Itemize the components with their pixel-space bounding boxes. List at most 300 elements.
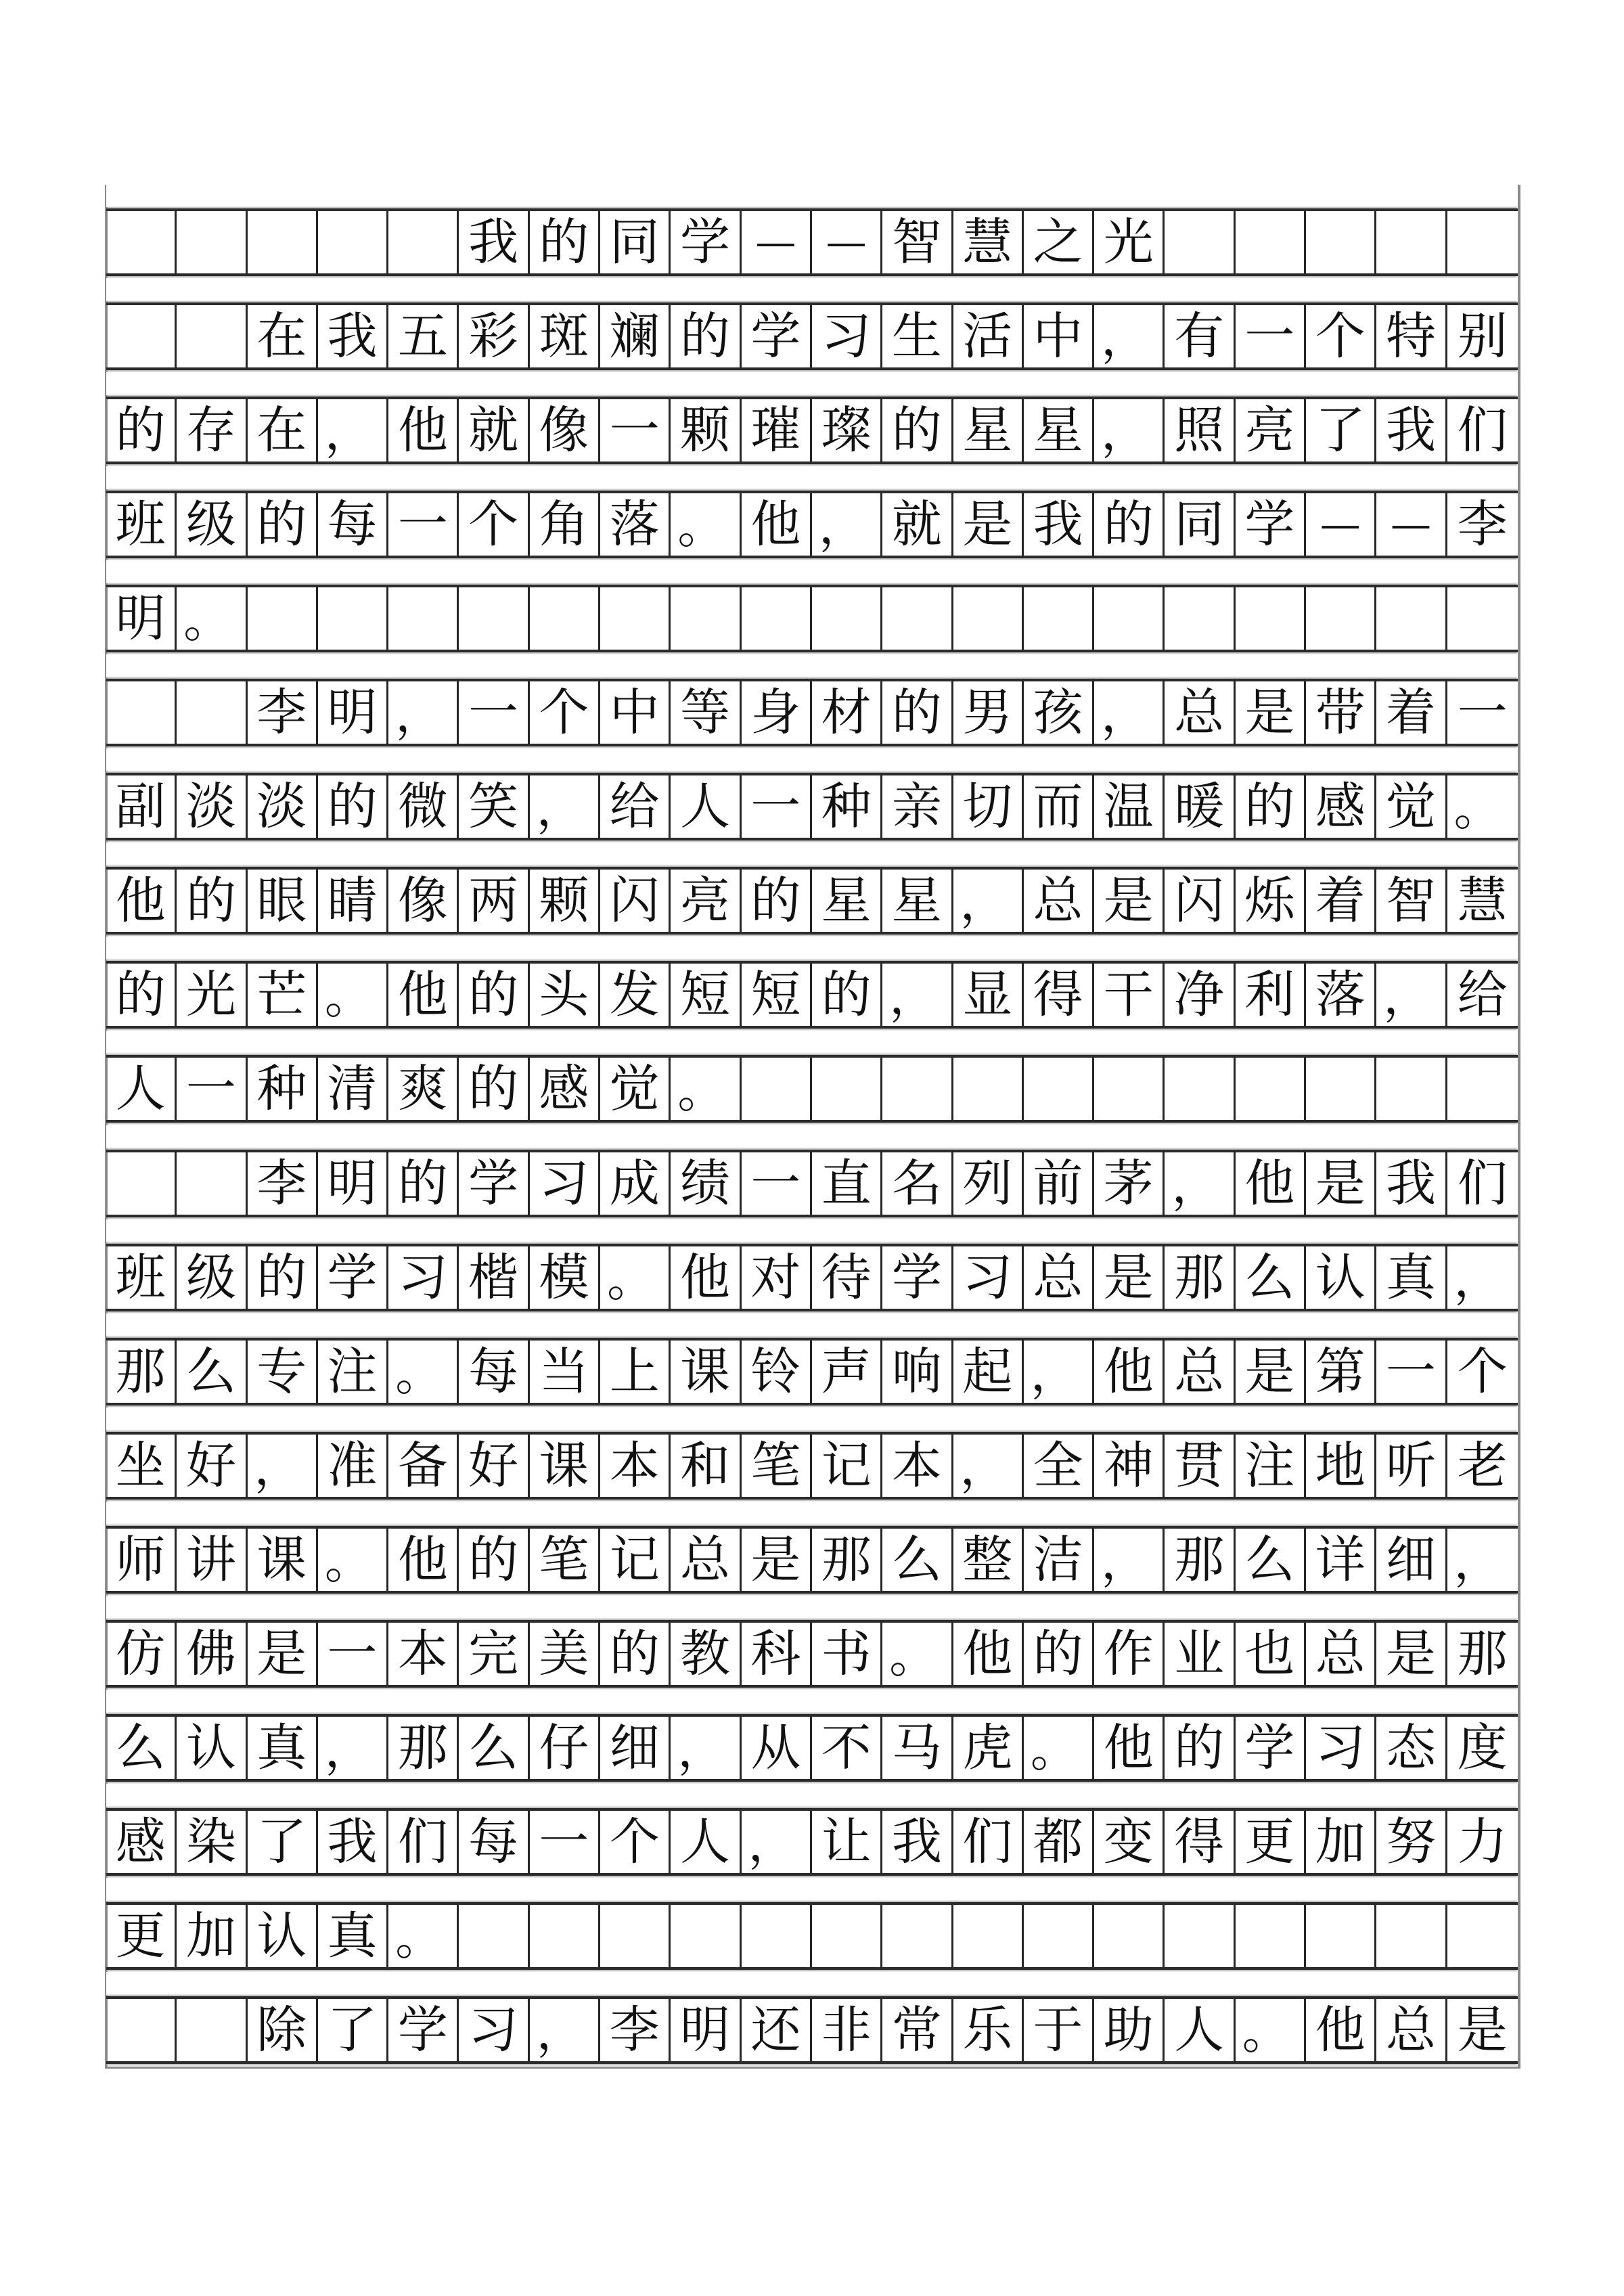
grid-cell-empty	[812, 587, 882, 650]
grid-cell-char: 在	[248, 305, 318, 367]
grid-cell-char: 么	[882, 1529, 953, 1591]
grid-cell-char: —	[1306, 493, 1376, 556]
grid-cell-char: 的	[882, 399, 953, 462]
grid-cell-char: 学	[318, 1246, 388, 1309]
grid-cell-char: ，	[953, 1435, 1024, 1497]
grid-cell-char: 觉	[600, 1058, 671, 1120]
grid-cell-char: 笔	[742, 1435, 812, 1497]
grid-cell-char: 学	[882, 1246, 953, 1309]
grid-cell-char: 生	[882, 305, 953, 367]
grid-cell-char: 么	[459, 1717, 529, 1779]
grid-cell-char: 。	[388, 1905, 459, 1967]
grid-cell-char: 别	[1457, 307, 1508, 365]
grid-cell-char: ，	[1094, 1529, 1165, 1591]
text-row	[106, 491, 1518, 558]
row-gap-strip	[106, 1502, 1518, 1525]
grid-cell-empty	[106, 305, 177, 367]
row-gap-strip	[106, 1596, 1518, 1619]
grid-cell-char: 仔	[530, 1717, 600, 1779]
grid-cell-empty	[318, 587, 388, 650]
grid-cell-empty	[1024, 1905, 1094, 1967]
grid-cell-empty	[1165, 1905, 1235, 1967]
grid-cell-char: 存	[177, 399, 247, 462]
grid-cell-empty	[742, 587, 812, 650]
grid-cell-char: 李	[248, 681, 318, 744]
grid-cell-empty	[177, 681, 247, 744]
grid-cell-char: 的	[177, 870, 247, 932]
text-row	[106, 679, 1518, 746]
grid-cell-char: 个	[1457, 1343, 1508, 1401]
text-row	[106, 585, 1518, 652]
grid-cell-char: 光	[1094, 211, 1165, 273]
grid-cell-char: 仿	[106, 1623, 177, 1685]
grid-cell-char: 的	[248, 1246, 318, 1309]
grid-cell-empty	[1306, 1058, 1376, 1120]
grid-cell-char: 同	[600, 211, 671, 273]
grid-cell-char: 书	[812, 1623, 882, 1685]
grid-cell-char: 同	[1165, 493, 1235, 556]
grid-cell-char: 本	[600, 1435, 671, 1497]
grid-cell-empty	[1376, 1905, 1447, 1967]
grid-cell-char: 我	[1376, 1152, 1447, 1215]
grid-cell-char: 一	[1457, 683, 1508, 742]
grid-cell-char: 虎	[953, 1717, 1024, 1779]
grid-cell-empty	[1024, 1058, 1094, 1120]
grid-cell-char: 我	[1024, 493, 1094, 556]
grid-cell-empty	[106, 1152, 177, 1215]
grid-cell-empty	[812, 1058, 882, 1120]
grid-cell-char: 的	[1024, 1623, 1094, 1685]
grid-cell-char: 讲	[177, 1529, 247, 1591]
grid-cell-char: 总	[1165, 1341, 1235, 1403]
grid-cell-char: 得	[1165, 1811, 1235, 1873]
grid-cell-char: 一	[600, 399, 671, 462]
grid-cell-char: 慧	[1457, 872, 1508, 930]
grid-cell-char: ，	[953, 870, 1024, 932]
grid-cell-char: 智	[1376, 870, 1447, 932]
grid-cell-char: 列	[953, 1152, 1024, 1215]
grid-cell-char: 中	[1024, 305, 1094, 367]
grid-cell-char: 明	[106, 587, 177, 650]
grid-cell-empty	[1376, 211, 1447, 273]
grid-cell-char: 是	[1236, 1341, 1306, 1403]
grid-cell-char: 李	[600, 1999, 671, 2061]
grid-cell-char: ，	[1165, 1152, 1235, 1215]
text-row	[106, 867, 1518, 935]
grid-cell-char: 班	[106, 493, 177, 556]
grid-cell-char: 斓	[600, 305, 671, 367]
grid-cell-char: ，	[248, 1435, 318, 1497]
grid-cell-char: 总	[671, 1529, 741, 1591]
row-gap-strip	[106, 1031, 1518, 1054]
grid-cell-char: 他	[742, 493, 812, 556]
grid-cell-char: 的	[742, 870, 812, 932]
grid-cell-char: 加	[177, 1905, 247, 1967]
grid-cell-empty	[742, 1905, 812, 1967]
grid-cell-char: 记	[600, 1529, 671, 1591]
grid-cell-empty	[459, 1905, 529, 1967]
grid-cell-char: 一	[459, 681, 529, 744]
grid-cell-empty	[1165, 211, 1235, 273]
grid-cell-char: 的	[671, 305, 741, 367]
grid-cell-char: 是	[1306, 1152, 1376, 1215]
row-gap-strip	[106, 1784, 1518, 1807]
grid-cell-char: 常	[882, 1999, 953, 2061]
grid-cell-char: 一	[742, 775, 812, 838]
grid-cell-empty	[530, 1905, 600, 1967]
grid-cell-char: 是	[1236, 681, 1306, 744]
grid-cell-char: 的	[882, 681, 953, 744]
grid-cell-char: 感	[530, 1058, 600, 1120]
grid-cell-char: 助	[1094, 1999, 1165, 2061]
grid-cell-char: 个	[1306, 305, 1376, 367]
grid-cell-char: 的	[248, 493, 318, 556]
grid-cell-char: 暖	[1165, 775, 1235, 838]
grid-cell-char: 力	[1457, 1813, 1508, 1871]
grid-cell-char: 专	[248, 1341, 318, 1403]
grid-cell-char: 习	[812, 305, 882, 367]
row-gap-strip	[106, 1313, 1518, 1336]
grid-cell-char: 他	[1236, 1152, 1306, 1215]
grid-cell-char: 全	[1024, 1435, 1094, 1497]
row-gap-strip	[106, 1125, 1518, 1148]
grid-cell-char: 地	[1306, 1435, 1376, 1497]
grid-cell-char: 作	[1094, 1623, 1165, 1685]
grid-cell-char: 准	[318, 1435, 388, 1497]
grid-cell-char: 星	[953, 399, 1024, 462]
row-gap-strip	[106, 1972, 1518, 1995]
grid-cell-char: ，	[742, 1811, 812, 1873]
grid-cell-char: 一	[742, 1152, 812, 1215]
grid-cell-empty	[318, 211, 388, 273]
grid-cell-char: 细	[600, 1717, 671, 1779]
grid-cell-char: 之	[1024, 211, 1094, 273]
grid-cell-char: 切	[953, 775, 1024, 838]
grid-cell-char: 模	[530, 1246, 600, 1309]
grid-cell-char: 不	[812, 1717, 882, 1779]
grid-cell-empty	[177, 1152, 247, 1215]
grid-cell-char: —	[742, 211, 812, 273]
grid-cell-char: 么	[1236, 1246, 1306, 1309]
text-row	[106, 1620, 1518, 1688]
grid-cell-char: 我	[1376, 399, 1447, 462]
grid-cell-char: 男	[953, 681, 1024, 744]
grid-cell-char: 净	[1165, 964, 1235, 1026]
grid-cell-char: 短	[742, 964, 812, 1026]
grid-cell-char: 颗	[671, 399, 741, 462]
grid-cell-char: 我	[318, 305, 388, 367]
row-gap-strip	[106, 937, 1518, 960]
grid-cell-char: 的	[1165, 1717, 1235, 1779]
grid-cell-char: 璨	[812, 399, 882, 462]
grid-cell-char: 种	[812, 775, 882, 838]
grid-cell-char: 佛	[177, 1623, 247, 1685]
grid-cell-empty	[1447, 587, 1518, 650]
grid-cell-char: 他	[106, 870, 177, 932]
grid-cell-char: 明	[318, 1152, 388, 1215]
grid-cell-empty	[1306, 211, 1376, 273]
grid-cell-char: 起	[953, 1341, 1024, 1403]
grid-cell-char: 人	[671, 1811, 741, 1873]
grid-cell-char: 。	[177, 587, 247, 650]
grid-cell-char: 活	[953, 305, 1024, 367]
grid-cell-char: 待	[812, 1246, 882, 1309]
grid-cell-char: 从	[742, 1717, 812, 1779]
grid-cell-char: 有	[1165, 305, 1235, 367]
grid-cell-char: 整	[953, 1529, 1024, 1591]
text-row	[106, 1150, 1518, 1217]
grid-cell-char: 班	[106, 1246, 177, 1309]
text-row	[106, 1244, 1518, 1311]
grid-cell-char: 好	[177, 1435, 247, 1497]
grid-cell-char: 他	[388, 1529, 459, 1591]
grid-cell-char: 课	[248, 1529, 318, 1591]
grid-cell-char: 们	[953, 1811, 1024, 1873]
grid-cell-char: 了	[318, 1999, 388, 2061]
grid-cell-empty	[953, 1058, 1024, 1120]
grid-cell-empty	[1236, 211, 1306, 273]
grid-cell-char: 副	[106, 775, 177, 838]
grid-cell-char: 五	[388, 305, 459, 367]
text-row	[106, 1432, 1518, 1500]
grid-cell-char: 是	[248, 1623, 318, 1685]
grid-cell-char: 。	[671, 493, 741, 556]
grid-cell-char: 坐	[106, 1435, 177, 1497]
row-gap-strip	[106, 1690, 1518, 1713]
grid-cell-empty	[1094, 587, 1165, 650]
grid-cell-char: 茅	[1094, 1152, 1165, 1215]
grid-cell-char: 每	[459, 1811, 529, 1873]
grid-cell-char: 习	[953, 1246, 1024, 1309]
grid-cell-char: 头	[530, 964, 600, 1026]
grid-cell-char: 。	[671, 1058, 741, 1120]
grid-cell-char: 第	[1306, 1341, 1376, 1403]
grid-cell-char: —	[1376, 493, 1447, 556]
grid-cell-char: 短	[671, 964, 741, 1026]
grid-cell-char: 星	[882, 870, 953, 932]
row-gap-strip	[106, 1878, 1518, 1901]
grid-cell-char: 响	[882, 1341, 953, 1403]
grid-cell-empty	[953, 587, 1024, 650]
grid-cell-char: 眼	[248, 870, 318, 932]
grid-cell-char: 认	[177, 1717, 247, 1779]
grid-cell-char: 学	[388, 1999, 459, 2061]
grid-cell-empty	[882, 1905, 953, 1967]
grid-cell-char: 是	[1457, 2001, 1508, 2059]
grid-cell-empty	[1447, 1058, 1518, 1120]
grid-cell-char: 真	[248, 1717, 318, 1779]
grid-cell-char: 成	[600, 1152, 671, 1215]
grid-cell-char: 一	[530, 1811, 600, 1873]
grid-cell-char: 个	[600, 1811, 671, 1873]
grid-cell-char: 一	[1236, 305, 1306, 367]
grid-cell-char: 笔	[530, 1529, 600, 1591]
grid-cell-empty	[742, 1058, 812, 1120]
grid-cell-empty	[812, 1905, 882, 1967]
grid-cell-empty	[248, 211, 318, 273]
grid-cell-char: 那	[388, 1717, 459, 1779]
text-row	[106, 302, 1518, 370]
grid-cell-char: 级	[177, 1246, 247, 1309]
grid-cell-char: 光	[177, 964, 247, 1026]
grid-cell-char: 烁	[1236, 870, 1306, 932]
grid-cell-char: 等	[671, 681, 741, 744]
grid-cell-char: 一	[177, 1058, 247, 1120]
text-row	[106, 1526, 1518, 1594]
grid-cell-char: 个	[530, 681, 600, 744]
grid-cell-char: 星	[812, 870, 882, 932]
grid-cell-char: 注	[1236, 1435, 1306, 1497]
grid-cell-char: 我	[882, 1811, 953, 1873]
grid-cell-empty	[1236, 1058, 1306, 1120]
text-row	[106, 1902, 1518, 1970]
grid-cell-char: 每	[318, 493, 388, 556]
grid-cell-char: 业	[1165, 1623, 1235, 1685]
grid-cell-char: 感	[1306, 775, 1376, 838]
grid-cell-char: 给	[1457, 966, 1508, 1024]
grid-cell-empty	[177, 1999, 247, 2061]
grid-cell-char: 学	[742, 305, 812, 367]
grid-cell-char: 斑	[530, 305, 600, 367]
grid-cell-empty	[882, 1058, 953, 1120]
grid-cell-char: 们	[1457, 1154, 1508, 1213]
grid-cell-char: 听	[1376, 1435, 1447, 1497]
grid-cell-char: 除	[248, 1999, 318, 2061]
grid-cell-char: 爽	[388, 1058, 459, 1120]
grid-cell-char: 孩	[1024, 681, 1094, 744]
grid-cell-empty	[1447, 1905, 1518, 1967]
row-gap-strip	[106, 748, 1518, 771]
grid-cell-char: 那	[1457, 1625, 1508, 1683]
grid-cell-char: 前	[1024, 1152, 1094, 1215]
grid-cell-char: 照	[1165, 399, 1235, 462]
grid-cell-char: 了	[1306, 399, 1376, 462]
grid-cell-char: 本	[388, 1623, 459, 1685]
grid-cell-char: 材	[812, 681, 882, 744]
grid-cell-char: 明	[318, 681, 388, 744]
grid-cell-char: 个	[459, 493, 529, 556]
grid-cell-char: 么	[106, 1717, 177, 1779]
grid-cell-char: 他	[1094, 1341, 1165, 1403]
grid-cell-char: 学	[459, 1152, 529, 1215]
grid-cell-char: 们	[388, 1811, 459, 1873]
grid-cell-char: 们	[1457, 401, 1508, 459]
grid-cell-char: 对	[742, 1246, 812, 1309]
grid-cell-empty	[530, 587, 600, 650]
grid-cell-char: 让	[812, 1811, 882, 1873]
grid-cell-empty	[1306, 587, 1376, 650]
grid-cell-char: ，	[530, 775, 600, 838]
text-row	[106, 397, 1518, 464]
grid-cell-empty	[882, 587, 953, 650]
grid-cell-char: ，	[388, 681, 459, 744]
grid-cell-char: 闪	[600, 870, 671, 932]
grid-cell-char: ，	[1376, 964, 1447, 1026]
grid-cell-char: 亮	[671, 870, 741, 932]
grid-cell-char: 声	[812, 1341, 882, 1403]
grid-cell-empty	[177, 211, 247, 273]
grid-cell-char: 温	[1094, 775, 1165, 838]
grid-cell-char: 是	[1376, 1623, 1447, 1685]
grid-cell-char: 和	[671, 1435, 741, 1497]
grid-cell-char: 细	[1376, 1529, 1447, 1591]
grid-cell-char: 璀	[742, 399, 812, 462]
grid-cell-char: 度	[1457, 1719, 1508, 1777]
grid-cell-char: 。	[1453, 781, 1502, 836]
grid-cell-char: 当	[530, 1341, 600, 1403]
grid-cell-char: 像	[388, 870, 459, 932]
grid-cell-char: 变	[1094, 1811, 1165, 1873]
grid-cell-char: 总	[1376, 1999, 1447, 2061]
grid-cell-empty	[106, 211, 177, 273]
grid-cell-char: 是	[1094, 870, 1165, 932]
grid-cell-char: 微	[388, 775, 459, 838]
grid-cell-char: 那	[106, 1341, 177, 1403]
title-row	[106, 208, 1518, 276]
grid-cell-char: 的	[388, 1152, 459, 1215]
grid-cell-empty	[106, 1999, 177, 2061]
grid-cell-char: 他	[953, 1623, 1024, 1685]
grid-cell-char: 楷	[459, 1246, 529, 1309]
grid-cell-char: 真	[318, 1905, 388, 1967]
text-row	[106, 1808, 1518, 1876]
grid-cell-char: 都	[1024, 1811, 1094, 1873]
row-gap-strip	[106, 278, 1518, 301]
grid-cell-char: 铃	[742, 1341, 812, 1403]
grid-cell-char: 么	[1236, 1529, 1306, 1591]
grid-cell-char: 李	[1457, 495, 1508, 554]
grid-cell-char: 是	[953, 493, 1024, 556]
grid-cell-char: 的	[106, 399, 177, 462]
grid-cell-char: 一	[1376, 1341, 1447, 1403]
grid-cell-char: 睛	[318, 870, 388, 932]
grid-cell-char: 学	[671, 211, 741, 273]
grid-cell-char: 星	[1024, 399, 1094, 462]
row-gap-strip	[106, 466, 1518, 489]
grid-cell-char: 人	[106, 1058, 177, 1120]
grid-cell-char: 着	[1376, 681, 1447, 744]
grid-cell-char: 非	[812, 1999, 882, 2061]
grid-cell-empty	[600, 1905, 671, 1967]
row-gap-strip	[106, 1408, 1518, 1431]
grid-cell-char: 亮	[1236, 399, 1306, 462]
grid-cell-char: 那	[1165, 1529, 1235, 1591]
grid-cell-char: 学	[1236, 1717, 1306, 1779]
grid-cell-char: 每	[459, 1341, 529, 1403]
grid-cell-char: 总	[1024, 870, 1094, 932]
grid-cell-char: 的	[1094, 493, 1165, 556]
grid-cell-char: 的	[459, 1529, 529, 1591]
grid-cell-char: 角	[530, 493, 600, 556]
text-row	[106, 1055, 1518, 1123]
grid-cell-char: ，	[671, 1717, 741, 1779]
grid-cell-char: 是	[1094, 1246, 1165, 1309]
grid-cell-char: 总	[1165, 681, 1235, 744]
grid-cell-empty	[671, 587, 741, 650]
grid-cell-char: 。	[318, 1529, 388, 1591]
grid-cell-char: 一	[388, 493, 459, 556]
grid-cell-char: 觉	[1376, 775, 1447, 838]
grid-cell-char: 课	[671, 1341, 741, 1403]
grid-cell-empty	[1306, 1905, 1376, 1967]
grid-cell-char: 淡	[177, 775, 247, 838]
grid-cell-char: 的	[600, 1623, 671, 1685]
grid-cell-empty	[177, 305, 247, 367]
grid-cell-char: 还	[742, 1999, 812, 2061]
grid-cell-char: 习	[388, 1246, 459, 1309]
grid-cell-char: 。	[388, 1341, 459, 1403]
grid-cell-char: 更	[1236, 1811, 1306, 1873]
